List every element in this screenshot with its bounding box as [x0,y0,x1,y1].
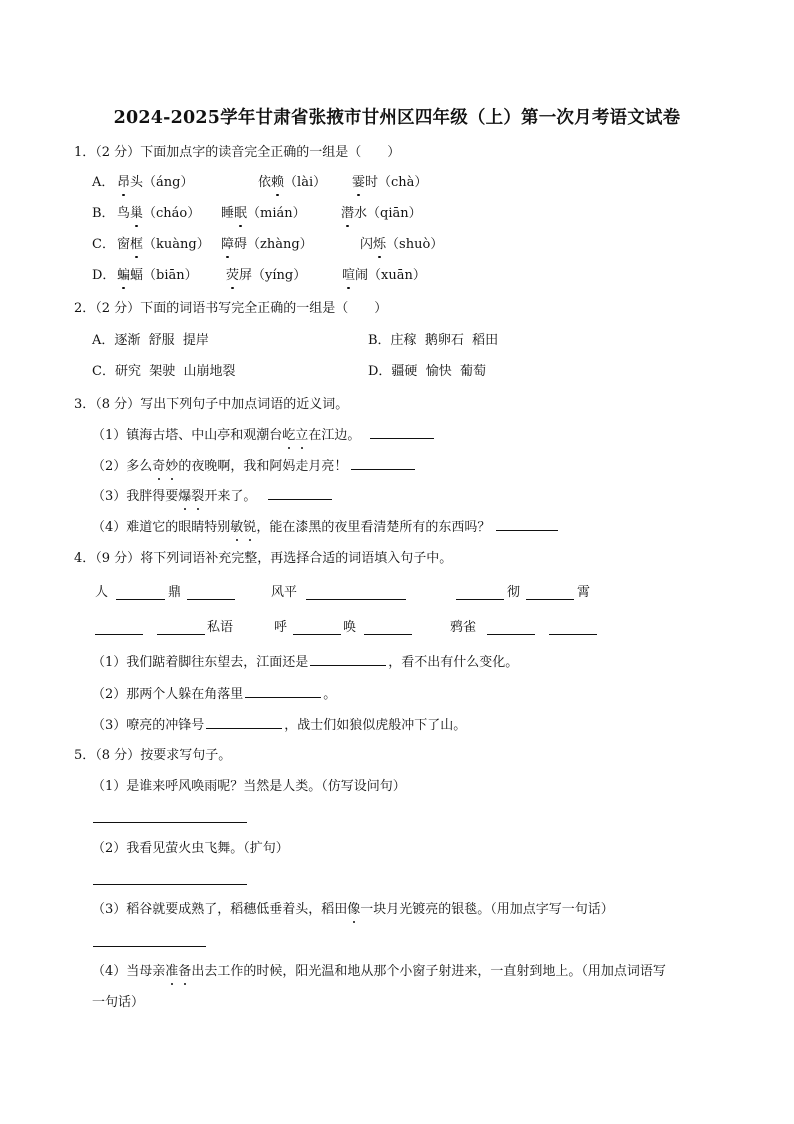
word-blank[interactable] [95,621,143,635]
question-number: 2． [74,301,96,316]
question-number: 1． [74,145,96,160]
q5-item-2: （2）我看见萤火虫飞舞。（扩句） [92,841,289,856]
word-part: 呼 [274,620,288,635]
q5-item-1: （1）是谁来呼风唤雨呢？当然是人类。（仿写设问句） [92,779,406,794]
q4-sentence-2: （2）那两个人躲在角落里 。 [92,684,336,704]
dotted-char: 框 [130,237,144,252]
dotted-char: 锐 [243,520,257,535]
q2-option-d: D．疆硬 愉快 葡萄 [368,364,486,379]
word-part: 鼎 [168,585,182,600]
option-label: D． [92,268,116,283]
dotted-char: 巢 [130,206,144,221]
option-item: 潜水（qiān） [341,206,422,221]
q1-option-b [92,205,422,223]
question-1-stem [74,144,400,162]
word-blank[interactable] [456,586,504,600]
word-part: 彻 [507,585,521,600]
answer-line[interactable] [93,884,247,885]
answer-line[interactable] [93,822,247,823]
question-score: （9 分） [95,551,141,566]
dotted-char: 敏 [230,520,244,535]
answer-line[interactable] [93,946,206,947]
dotted-char: 屹 [282,428,296,443]
word-part: 人 [95,585,109,600]
word-blank[interactable] [526,586,574,600]
dotted-char: 烁 [373,237,387,252]
word-blank[interactable] [157,621,205,635]
question-5-stem [74,747,231,765]
question-3-stem [74,396,348,414]
option-item: 荧屏（yíng） [226,268,307,283]
q3-item-3: （3）我胖得要爆裂开来了。 [92,486,332,506]
q3-item-1: （1）镇海古塔、中山亭和观潮台屹立在江边。 [92,425,434,445]
q3-item-2: （2）多么奇妙的夜晚啊，我和阿妈走月亮！ [92,456,415,476]
word-part: 风平 [271,585,298,600]
q4-word-row-2 [95,619,695,639]
word-part: 霄 [577,585,591,600]
word-blank[interactable] [364,621,412,635]
dotted-char: 蝙 [117,268,131,283]
question-text: 按要求写句子。 [140,748,232,763]
dotted-char: 昂 [117,175,131,190]
question-score: （8 分） [95,748,141,763]
q2-option-a: A．逐渐 舒服 提岸 [92,333,209,348]
q5-item-4-continued: 一句话） [92,995,145,1010]
word-blank[interactable] [487,621,535,635]
dotted-char: 眠 [234,206,248,221]
dotted-char: 奇 [152,459,166,474]
dotted-char: 赖 [271,175,285,190]
word-blank[interactable] [293,621,341,635]
q2-option-b: B．庄稼 鹅卵石 稻田 [368,333,499,348]
answer-blank[interactable] [206,715,282,729]
option-item: 障碍（zhàng） [221,237,313,252]
answer-blank[interactable] [370,425,434,439]
dotted-word [152,459,178,474]
option-label: A． [92,175,115,190]
q4-sentence-1: （1）我们踮着脚往东望去，江面还是 ，看不出有什么变化。 [92,652,518,672]
answer-blank[interactable] [310,652,386,666]
option-item: 喧闹（xuān） [342,268,426,283]
dotted-char: 妙 [165,459,179,474]
q5-item-4: （4）当母亲准备出去工作的时候，阳光温和地从那个小窗子射进来，一直射到地上。（用加点词语写 [92,964,666,979]
option-item: 窗框（kuàng） [117,237,210,252]
dotted-char: 障 [221,237,235,252]
option-item: 闪烁（shuò） [360,237,444,252]
dotted-char: 立 [295,428,309,443]
option-item: 依赖（lài） [258,175,327,190]
dotted-word [230,520,256,535]
question-2-stem [74,300,387,318]
question-text: 下面加点字的读音完全正确的一组是（ ） [140,145,401,160]
answer-blank[interactable] [268,486,332,500]
option-item: 睡眠（mián） [221,206,306,221]
word-blank[interactable] [306,586,406,600]
q4-word-row-1 [95,584,695,604]
q4-sentence-3: （3）嘹亮的冲锋号 ，战士们如狼似虎般冲下了山。 [92,715,466,735]
dotted-word [165,964,191,979]
question-text: 写出下列句子中加点词语的近义词。 [140,397,349,412]
answer-blank[interactable] [496,517,558,531]
question-text: 下面的词语书写完全正确的一组是（ ） [140,301,388,316]
word-part: 私语 [207,620,234,635]
dotted-word [178,489,204,504]
question-score: （2 分） [95,301,141,316]
question-number: 5． [74,748,96,763]
word-part: 唤 [343,620,357,635]
dotted-char: 荧 [226,268,240,283]
question-score: （2 分） [95,145,141,160]
question-score: （8 分） [95,397,141,412]
q5-item-3: （3）稻谷就要成熟了，稻穗低垂着头，稻田像一块月光镀亮的银毯。（用加点字写一句话） [92,902,614,917]
word-blank[interactable] [549,621,597,635]
question-text: 将下列词语补充完整，再选择合适的词语填入句子中。 [140,551,453,566]
word-blank[interactable] [116,586,165,600]
question-4-stem [74,550,452,568]
q1-option-d [92,267,426,285]
option-item: 蝙蝠（biān） [117,268,198,283]
dotted-word [282,428,308,443]
question-number: 3． [74,397,96,412]
q1-option-c [92,236,444,254]
option-item: 霎时（chà） [352,175,428,190]
page-title: 2024-2025学年甘肃省张掖市甘州区四年级（上）第一次月考语文试卷 [113,108,681,128]
option-label: B． [92,206,115,221]
dotted-char: 爆 [178,489,192,504]
question-number: 4． [74,551,96,566]
dotted-char: 霎 [352,175,366,190]
answer-blank[interactable] [351,456,415,470]
dotted-char: 像 [347,902,361,917]
q3-item-4: （4）难道它的眼睛特别敏锐，能在漆黑的夜里看清楚所有的东西吗？ [92,517,558,537]
option-item: 昂头（áng） [117,175,194,190]
q2-option-c: C．研究 架驶 山崩地裂 [92,364,236,379]
option-label: C． [92,237,115,252]
word-part: 鸦雀 [450,620,477,635]
dotted-char: 喧 [342,268,356,283]
option-item: 鸟巢（cháo） [117,206,201,221]
dotted-char: 准 [165,964,179,979]
dotted-char: 备 [178,964,192,979]
q1-option-a [92,174,428,192]
dotted-char: 潜 [341,206,355,221]
word-blank[interactable] [187,586,235,600]
dotted-char: 裂 [191,489,205,504]
answer-blank[interactable] [245,684,321,698]
